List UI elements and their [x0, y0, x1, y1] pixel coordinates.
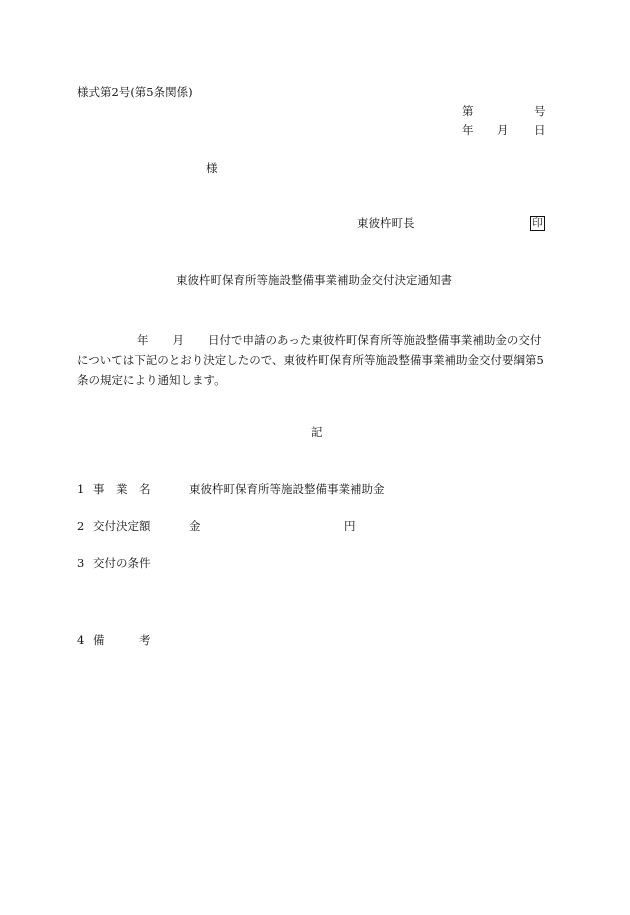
body-line-2: については下記のとおり決定したので、東彼杵町保育所等施設整備事業補助金交付要綱第5	[77, 353, 544, 367]
item-2-number: 2	[77, 519, 85, 533]
seal-mark: 印	[530, 216, 545, 231]
form-label: 様式第2号(第5条関係)	[77, 85, 193, 99]
document-title: 東彼杵町保育所等施設整備事業補助金交付決定通知書	[176, 273, 452, 287]
item-2-prefix: 金	[189, 519, 201, 533]
item-3-number: 3	[77, 556, 85, 570]
item-2-label: 交付決定額	[93, 519, 151, 533]
ki-heading: 記	[311, 425, 323, 439]
item-4-label: 備 考	[93, 633, 151, 647]
doc-number-dai: 第	[462, 104, 474, 118]
item-4-number: 4	[77, 633, 85, 647]
body-month: 月	[172, 333, 184, 347]
body-paragraph	[77, 330, 553, 390]
body-line-3: 条の規定により通知します。	[77, 373, 226, 387]
item-2-suffix: 円	[344, 519, 356, 533]
date-month: 月	[497, 123, 509, 137]
item-1-label: 事 業 名	[93, 482, 151, 496]
item-3-label: 交付の条件	[93, 556, 151, 570]
doc-number-go: 号	[534, 104, 546, 118]
item-1-value: 東彼杵町保育所等施設整備事業補助金	[189, 482, 385, 496]
issuer-name: 東彼杵町長	[357, 216, 415, 230]
date-day: 日	[534, 123, 546, 137]
item-1-number: 1	[77, 482, 85, 496]
body-line-1-text: 日付で申請のあった東彼杵町保育所等施設整備事業補助金の交付	[208, 333, 542, 347]
body-line-1	[77, 330, 553, 350]
addressee-suffix: 様	[206, 161, 218, 175]
body-year: 年	[137, 333, 149, 347]
date-year: 年	[462, 123, 474, 137]
